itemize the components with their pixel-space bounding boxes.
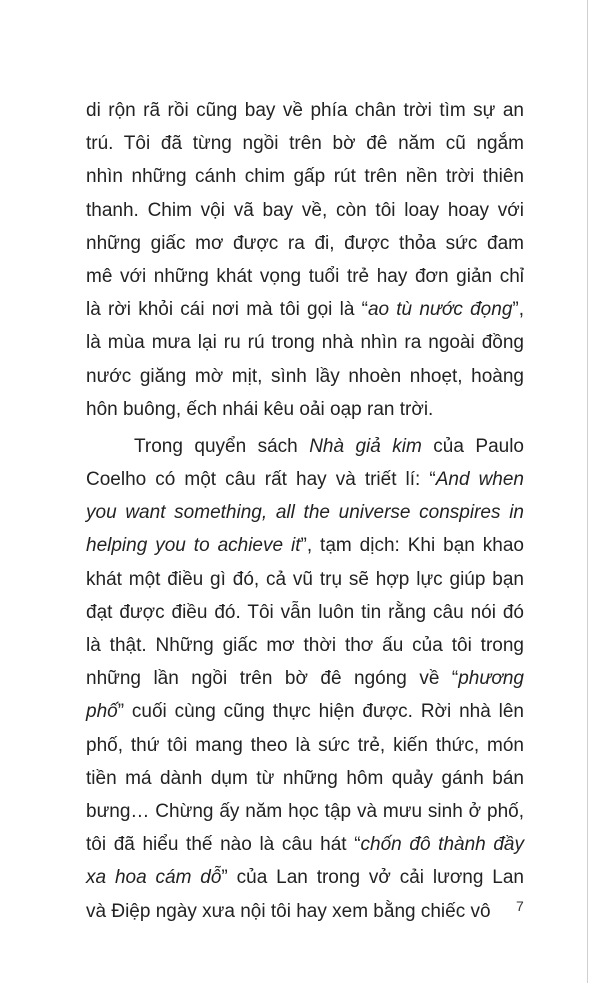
- italic-text: you want something, all the universe conspires in: [86, 502, 524, 524]
- text-run: nhìn những cánh chim gấp rút trên nền trời thiên: [86, 166, 524, 188]
- text-line: [86, 463, 524, 496]
- text-run: phố, thứ tôi mang theo là sức trẻ, kiến thức, món: [86, 734, 524, 756]
- text-run: thanh. Chim vội vã bay về, còn tôi loay hoay với: [86, 199, 524, 221]
- italic-text: chốn đô thành đầy: [360, 834, 524, 856]
- italic-text: phố: [86, 701, 118, 723]
- text-line: [86, 729, 524, 762]
- text-run: ” cuối cùng cũng thực hiện được. Rời nhà lên: [117, 701, 524, 723]
- text-run: và Điệp ngày xưa nội tôi hay xem bằng chiếc vô: [86, 900, 491, 922]
- text-line: [86, 260, 524, 293]
- page-number: 7: [516, 898, 524, 914]
- text-line: [86, 326, 524, 359]
- text-line: [86, 596, 524, 629]
- italic-text: xa hoa cám dỗ: [86, 867, 222, 889]
- text-line: [86, 762, 524, 795]
- text-line: [86, 828, 524, 861]
- text-run: Coelho có một câu rất hay và triết lí: “: [86, 469, 436, 491]
- text-line: [86, 227, 524, 260]
- text-run: ” của Lan trong vở cải lương Lan: [221, 867, 524, 889]
- italic-text: ao tù nước đọng: [367, 299, 513, 321]
- text-line: [86, 861, 524, 894]
- italic-text: Nhà giả kim: [309, 435, 422, 457]
- paragraph: [86, 94, 524, 426]
- italic-text: helping you to achieve it: [86, 535, 301, 557]
- text-run: khát một điều gì đó, cả vũ trụ sẽ hợp lực giúp bạn: [86, 568, 524, 590]
- text-line: [86, 160, 524, 193]
- text-run: hôn buông, ếch nhái kêu oải oạp ran trời.: [86, 398, 434, 420]
- text-run: tiền má dành dụm từ những hôm quảy gánh bán: [86, 767, 524, 789]
- text-line: [86, 94, 524, 127]
- text-line: [86, 496, 524, 529]
- text-run: mê với những khát vọng tuổi trẻ hay đơn giản chỉ: [86, 265, 524, 287]
- text-line: [86, 293, 524, 326]
- text-line: [86, 127, 524, 160]
- text-line: [86, 629, 524, 662]
- text-line: [86, 563, 524, 596]
- paragraph: [86, 430, 524, 928]
- text-run: Trong quyển sách: [134, 435, 310, 457]
- text-run: ”,: [512, 299, 524, 321]
- text-line: [86, 194, 524, 227]
- italic-text: phương: [458, 668, 524, 690]
- text-run: là thật. Những giấc mơ thời thơ ấu của tôi trong: [86, 635, 524, 656]
- text-line: [86, 895, 524, 928]
- text-line: [86, 360, 524, 393]
- text-line: [86, 695, 524, 728]
- text-line: [86, 795, 524, 828]
- text-run: của Paulo: [421, 435, 524, 457]
- text-run: bưng… Chừng ấy năm học tập và mưu sinh ở phố,: [86, 800, 524, 822]
- text-line: [86, 393, 524, 426]
- page-edge-divider: [587, 0, 588, 983]
- text-run: di rộn rã rồi cũng bay về phía chân trời tìm sự an: [86, 100, 524, 121]
- text-line: [86, 529, 524, 562]
- text-run: nước giăng mờ mịt, sình lầy nhoèn nhoẹt, hoàng: [86, 365, 524, 387]
- text-run: ”, tạm dịch: Khi bạn khao: [300, 535, 524, 557]
- text-line: [86, 662, 524, 695]
- body-text: [86, 94, 524, 928]
- text-run: trú. Tôi đã từng ngồi trên bờ đê năm cũ ngắm: [86, 133, 524, 155]
- italic-text: And when: [435, 469, 524, 491]
- text-run: đạt được điều đó. Tôi vẫn luôn tin rằng câu nói đó: [86, 601, 524, 623]
- text-run: là rời khỏi cái nơi mà tôi gọi là “: [86, 299, 368, 321]
- text-line: [86, 430, 524, 463]
- text-run: những lần ngồi trên bờ đê ngóng về “: [86, 668, 459, 690]
- text-run: tôi đã hiểu thế nào là câu hát “: [86, 834, 361, 856]
- text-run: là mùa mưa lại ru rú trong nhà nhìn ra ngoài đồng: [86, 332, 524, 354]
- text-run: những giấc mơ được ra đi, được thỏa sức đam: [86, 232, 524, 254]
